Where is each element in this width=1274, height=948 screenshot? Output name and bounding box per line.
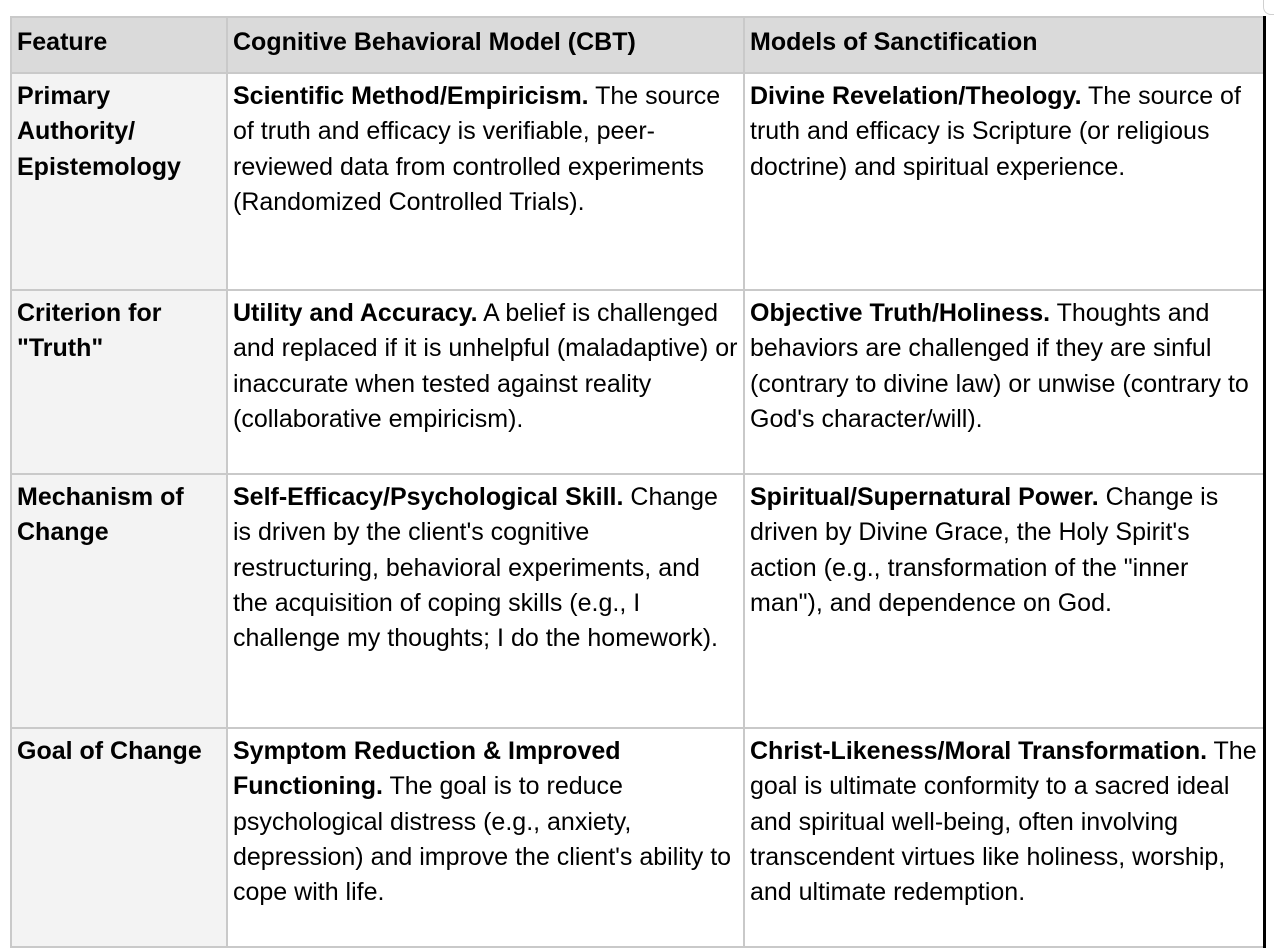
table-row bbox=[11, 728, 1264, 947]
feature-cell: Goal of Change bbox=[11, 728, 227, 947]
table-row bbox=[11, 73, 1264, 290]
sanctification-cell bbox=[744, 290, 1264, 474]
sanctification-cell bbox=[744, 73, 1264, 290]
cbt-cell-text: The source of truth and efficacy is verifiable, peer-reviewed data from controlled experiments (Randomized Controlled Trials). bbox=[233, 82, 721, 216]
sanctification-cell bbox=[744, 728, 1264, 947]
window-corner bbox=[1263, 0, 1274, 15]
sanctification-cell bbox=[744, 474, 1264, 728]
sanctification-cell-text: The goal is ultimate conformity to a sacred ideal and spiritual well-being, often involving transcendent virtues like holiness, worship, and ultimate redemption. bbox=[750, 737, 1257, 907]
cbt-cell-heading: Utility and Accuracy. bbox=[233, 299, 478, 327]
cbt-cell-text: The goal is to reduce psychological distress (e.g., anxiety, depression) and improve the client's ability to cope with life. bbox=[233, 772, 732, 907]
sanctification-cell-text: Change is driven by Divine Grace, the Holy Spirit's action (e.g., transformation of the "inner man"), and dependence on God. bbox=[750, 483, 1219, 617]
sanctification-cell-text: The source of truth and efficacy is Scripture (or religious doctrine) and spiritual experience. bbox=[750, 82, 1241, 181]
header-sanctification: Models of Sanctification bbox=[744, 17, 1264, 73]
feature-cell: Criterion for "Truth" bbox=[11, 290, 227, 474]
cbt-cell-text: A belief is challenged and replaced if it is unhelpful (maladaptive) or inaccurate when tested against reality (collaborative empiricism). bbox=[233, 299, 738, 433]
table-row bbox=[11, 290, 1264, 474]
feature-cell: Primary Authority/ Epistemology bbox=[11, 73, 227, 290]
cbt-cell bbox=[227, 474, 744, 728]
header-row bbox=[11, 17, 1264, 73]
cbt-cell-heading: Scientific Method/Empiricism. bbox=[233, 82, 589, 110]
sanctification-cell-heading: Spiritual/Supernatural Power. bbox=[750, 483, 1099, 511]
sanctification-cell-heading: Objective Truth/Holiness. bbox=[750, 299, 1051, 327]
feature-cell: Mechanism of Change bbox=[11, 474, 227, 728]
header-cbt: Cognitive Behavioral Model (CBT) bbox=[227, 17, 744, 73]
table-row bbox=[11, 474, 1264, 728]
cbt-cell-text: Change is driven by the client's cognitive restructuring, behavioral experiments, and the acquisition of coping skills (e.g., I challenge my thoughts; I do the homework). bbox=[233, 483, 718, 653]
table-body bbox=[11, 73, 1264, 947]
sanctification-cell-text: Thoughts and behaviors are challenged if they are sinful (contrary to divine law) or unwise (contrary to God's character/will). bbox=[750, 299, 1249, 433]
cbt-cell bbox=[227, 728, 744, 947]
cbt-cell bbox=[227, 73, 744, 290]
comparison-table bbox=[10, 16, 1266, 948]
cbt-cell-heading: Symptom Reduction & Improved Functioning. bbox=[233, 737, 621, 801]
cbt-cell bbox=[227, 290, 744, 474]
header-feature: Feature bbox=[11, 17, 227, 73]
sanctification-cell-heading: Christ-Likeness/Moral Transformation. bbox=[750, 737, 1208, 765]
sanctification-cell-heading: Divine Revelation/Theology. bbox=[750, 82, 1082, 110]
table-header bbox=[11, 17, 1264, 73]
cbt-cell-heading: Self-Efficacy/Psychological Skill. bbox=[233, 483, 624, 511]
